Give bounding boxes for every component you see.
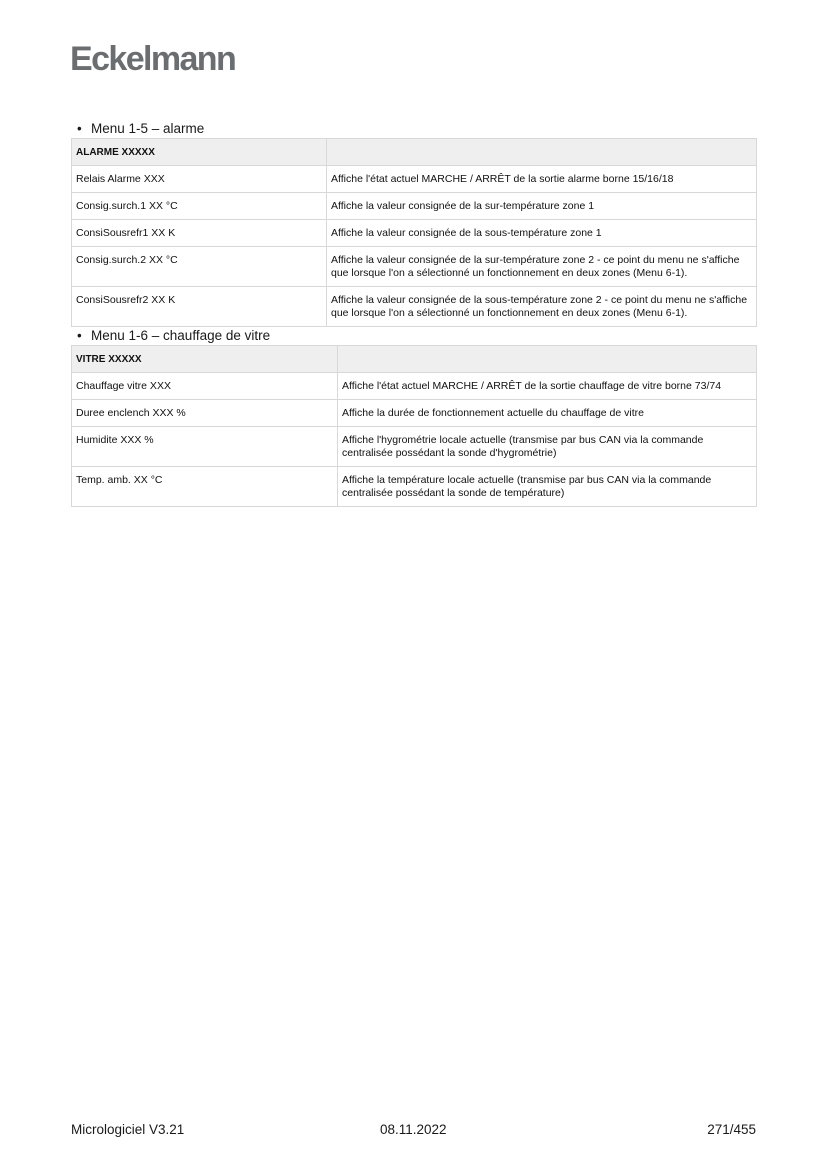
description-cell: Affiche la valeur consignée de la sur-température zone 2 - ce point du menu ne s'affiche que lorsque l'on a sélectionné un fonctionnement en deux zones (Menu 6-1). xyxy=(327,247,757,287)
table-row xyxy=(72,193,757,220)
footer-date: 08.11.2022 xyxy=(380,1122,447,1137)
section-menu-1-5 xyxy=(71,120,756,327)
table-row xyxy=(72,427,757,467)
alarm-table xyxy=(71,138,757,327)
table-row xyxy=(72,400,757,427)
section-title: Menu 1-5 – alarme xyxy=(91,121,205,136)
description-cell: Affiche l'état actuel MARCHE / ARRÊT de la sortie alarme borne 15/16/18 xyxy=(327,166,757,193)
description-cell: Affiche l'hygrométrie locale actuelle (transmise par bus CAN via la commande centralisée possédant la sonde d'hygrométrie) xyxy=(338,427,757,467)
section-menu-1-6 xyxy=(71,327,756,507)
description-cell: Affiche l'état actuel MARCHE / ARRÊT de la sortie chauffage de vitre borne 73/74 xyxy=(338,373,757,400)
description-cell: Affiche la valeur consignée de la sur-température zone 1 xyxy=(327,193,757,220)
section-title: Menu 1-6 – chauffage de vitre xyxy=(91,328,271,343)
table-row xyxy=(72,247,757,287)
table-row xyxy=(72,166,757,193)
footer-firmware-version: Micrologiciel V3.21 xyxy=(71,1122,185,1137)
description-cell: Affiche la valeur consignée de la sous-température zone 2 - ce point du menu ne s'affiche que lorsque l'on a sélectionné un fonctionnement en deux zones (Menu 6-1). xyxy=(327,287,757,327)
company-logo: Eckelmann xyxy=(70,40,236,78)
bullet-icon: • xyxy=(77,328,82,343)
parameter-cell: ConsiSousrefr2 XX K xyxy=(72,287,327,327)
footer-page-number: 271/455 xyxy=(707,1122,756,1137)
parameter-cell: Temp. amb. XX °C xyxy=(72,467,338,507)
parameter-cell: ConsiSousrefr1 XX K xyxy=(72,220,327,247)
section-heading xyxy=(71,120,756,138)
table-header-row xyxy=(72,139,757,166)
glass-heating-table xyxy=(71,345,757,507)
table-header-cell xyxy=(338,346,757,373)
table-header-cell xyxy=(327,139,757,166)
table-header-row xyxy=(72,346,757,373)
table-header-cell: VITRE XXXXX xyxy=(72,346,338,373)
parameter-cell: Duree enclench XXX % xyxy=(72,400,338,427)
table-row xyxy=(72,373,757,400)
table-row xyxy=(72,467,757,507)
description-cell: Affiche la durée de fonctionnement actuelle du chauffage de vitre xyxy=(338,400,757,427)
description-cell: Affiche la valeur consignée de la sous-température zone 1 xyxy=(327,220,757,247)
parameter-cell: Consig.surch.1 XX °C xyxy=(72,193,327,220)
section-heading xyxy=(71,327,756,345)
table-row xyxy=(72,287,757,327)
table-header-cell: ALARME XXXXX xyxy=(72,139,327,166)
parameter-cell: Chauffage vitre XXX xyxy=(72,373,338,400)
description-cell: Affiche la température locale actuelle (transmise par bus CAN via la commande centralisée possédant la sonde de température) xyxy=(338,467,757,507)
parameter-cell: Relais Alarme XXX xyxy=(72,166,327,193)
parameter-cell: Consig.surch.2 XX °C xyxy=(72,247,327,287)
bullet-icon: • xyxy=(77,121,82,136)
parameter-cell: Humidite XXX % xyxy=(72,427,338,467)
table-row xyxy=(72,220,757,247)
